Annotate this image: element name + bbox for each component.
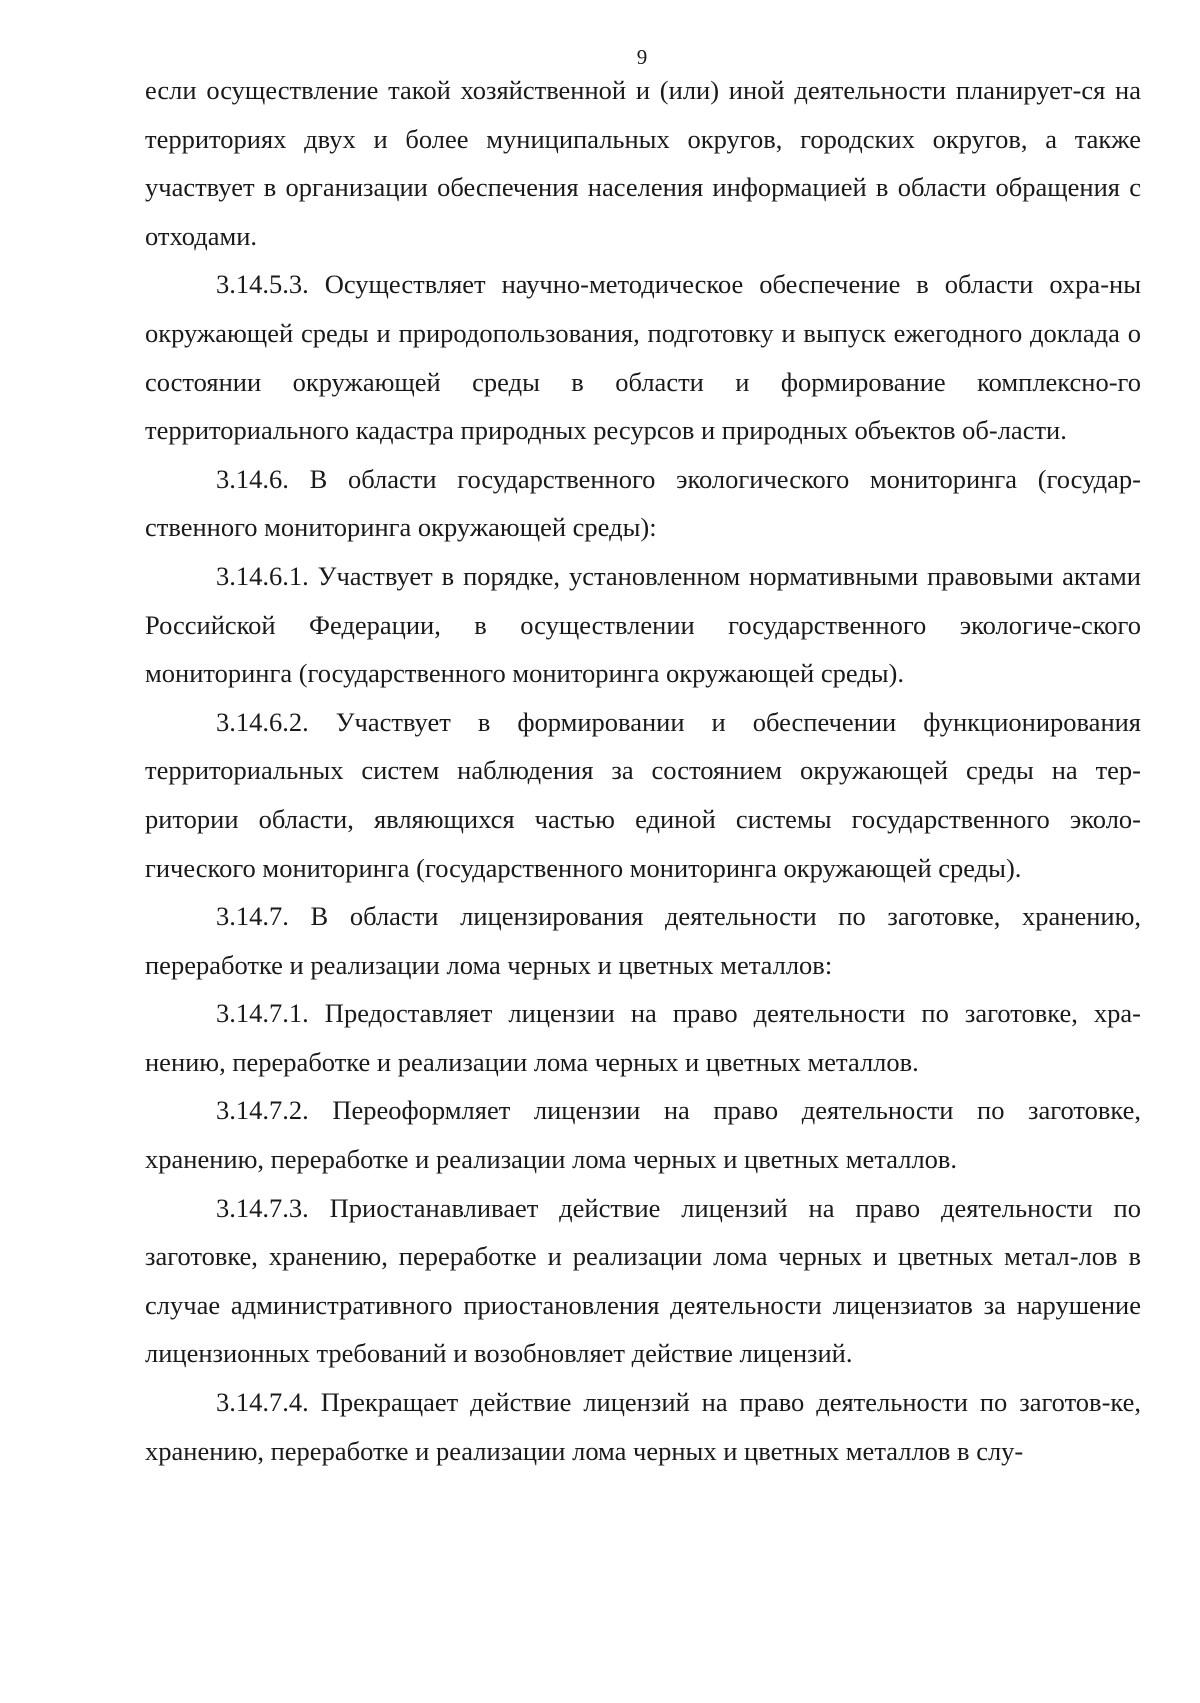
paragraph-continuation: если осуществление такой хозяйственной и (или) иной деятельности планирует-ся на территориях двух и более муниципальных округов, городских округов, а также участвует в организации обеспечения населения информацией в области обращения с отходами. [145,75,1141,251]
paragraph-3-14-7: 3.14.7. В области лицензирования деятельности по заготовке, хранению, переработке и реализации лома черных и цветных металлов: [145,901,1141,980]
paragraph-3-14-7-1: 3.14.7.1. Предоставляет лицензии на право деятельности по заготовке, хра-нению, переработке и реализации лома черных и цветных металлов. [145,998,1141,1077]
paragraph-3-14-7-3: 3.14.7.3. Приостанавливает действие лицензий на право деятельности по заготовке, хранению, переработке и реализации лома черных и цветных метал-лов в случае административного приостановления деятельности лицензиатов за нарушение лицензионных требований и возобновляет действие лицензий. [145,1192,1141,1369]
document-body [145,66,1141,1475]
page-number: 9 [636,45,648,69]
paragraph-3-14-6: 3.14.6. В области государственного экологического мониторинга (государ-ственного мониторинга окружающей среды): [145,463,1141,543]
paragraph-3-14-6-2: 3.14.6.2. Участвует в формировании и обеспечении функционирования территориальных систем наблюдения за состоянием окружающей среды на тер-ритории области, являющихся частью единой системы государственного эколо-гического мониторинга (государственного мониторинга окружающей среды). [145,706,1141,883]
paragraph-3-14-6-1: 3.14.6.1. Участвует в порядке, установленном нормативными правовыми актами Российской Федерации, в осуществлении государственного экологиче-ского мониторинга (государственного мониторинга окружающей среды). [145,560,1141,689]
paragraph-3-14-5-3: 3.14.5.3. Осуществляет научно-методическое обеспечение в области охра-ны окружающей среды и природопользования, подготовку и выпуск ежегодного доклада о состоянии окружающей среды в области и формирование комплексно-го территориального кадастра природных ресурсов и природных объектов об-ласти. [145,269,1141,446]
paragraph-3-14-7-4: 3.14.7.4. Прекращает действие лицензий на право деятельности по заготов-ке, хранению, переработке и реализации лома черных и цветных металлов в слу- [145,1387,1141,1466]
paragraph-3-14-7-2: 3.14.7.2. Переоформляет лицензии на право деятельности по заготовке, хранению, переработке и реализации лома черных и цветных металлов. [145,1095,1141,1175]
